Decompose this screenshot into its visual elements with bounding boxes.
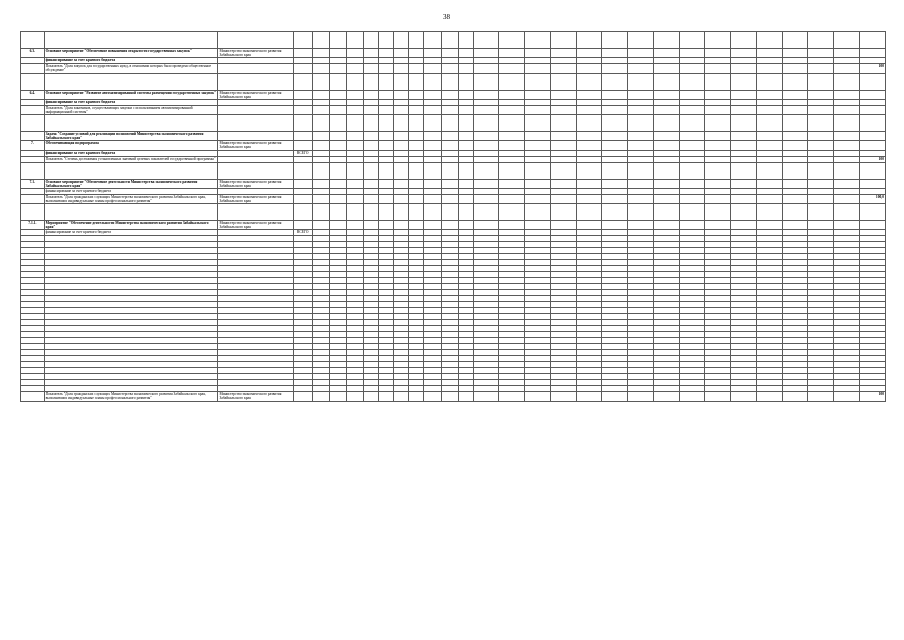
row-number: 7.1. <box>21 179 45 188</box>
row-title: Основное мероприятие "Обеспечение повышения открытости государственных закупок" <box>44 49 218 58</box>
budget-table <box>20 31 886 402</box>
row-executor: Министерство экономического развития Забайкальского края <box>218 141 293 150</box>
row-title: Показатель "Доля гражданских служащих Министерства экономического развития Забайкальского края, выполнивших индивидуальные планы профессионального развития" <box>44 194 218 203</box>
row-title: Основное мероприятие "Обеспечение деятельности Министерства экономического развития Забайкальского края" <box>44 179 218 188</box>
row-title: финансирование за счет краевого бюджета <box>44 150 218 156</box>
row-number: 6.4. <box>21 90 45 99</box>
row-number: 6.3. <box>21 49 45 58</box>
row-title: Показатель "Доля гражданских служащих Министерства экономического развития Забайкальского края, выполнивших индивидуальные планы профессионального развития" <box>44 392 218 401</box>
row-total: 100,0 <box>859 194 885 203</box>
row-title: финансирование за счет краевого бюджета <box>44 58 218 64</box>
label-row <box>21 132 886 141</box>
section-row <box>21 179 886 188</box>
row-title: Обеспечивающая подпрограмма <box>44 141 218 150</box>
row-total: 100 <box>859 392 885 401</box>
section-row <box>21 221 886 230</box>
row-total: 100 <box>859 64 885 73</box>
blank-row <box>21 32 886 49</box>
row-number: 7. <box>21 141 45 150</box>
row-number: 7.1.1. <box>21 221 45 230</box>
row-title: финансирование за счет краевого бюджета <box>44 230 218 236</box>
indicator-row <box>21 392 886 401</box>
blank-row <box>21 115 886 132</box>
row-title: Основное мероприятие "Развитие автоматизированной системы размещения государственных закупок" <box>44 90 218 99</box>
blank-row <box>21 162 886 179</box>
row-executor: Министерство экономического развития Забайкальского края <box>218 221 293 230</box>
row-total: 100 <box>859 156 885 162</box>
row-executor: Министерство экономического развития Забайкальского края <box>218 90 293 99</box>
page-number: 38 <box>443 13 450 21</box>
blank-row <box>21 73 886 90</box>
row-title: Показатель "Доля заказчиков, осуществляющих закупки с использованием автоматизированной информационной системы" <box>44 105 218 114</box>
section-row <box>21 141 886 150</box>
blank-row <box>21 204 886 221</box>
row-code: ВСЕГО <box>293 230 312 236</box>
indicator-row <box>21 64 886 73</box>
row-code: ВСЕГО <box>293 150 312 156</box>
indicator-row <box>21 105 886 114</box>
row-executor: Министерство экономического развития Забайкальского края <box>218 49 293 58</box>
indicator-row <box>21 194 886 203</box>
row-title: финансирование за счет краевого бюджета <box>44 188 218 194</box>
section-row <box>21 90 886 99</box>
row-title: Задача "Создание условий для реализации полномочий Министерства экономического развития Забайкальского края" <box>44 132 218 141</box>
row-title: Показатель "Степень достижения установленных значений целевых показателей государственной программы" <box>44 156 218 162</box>
row-title: финансирование за счет краевого бюджета <box>44 99 218 105</box>
row-executor: Министерство экономического развития Забайкальского края <box>218 179 293 188</box>
row-title: Мероприятие "Обеспечение деятельности Министерства экономического развития Забайкальского края" <box>44 221 218 230</box>
section-row <box>21 49 886 58</box>
row-executor: Министерство экономического развития Забайкальского края <box>218 392 293 401</box>
row-executor: Министерство экономического развития Забайкальского края <box>218 194 293 203</box>
row-title: Показатель "Доля закупок для государственных нужд, в отношении которых было проведено общественное обсуждение" <box>44 64 218 73</box>
